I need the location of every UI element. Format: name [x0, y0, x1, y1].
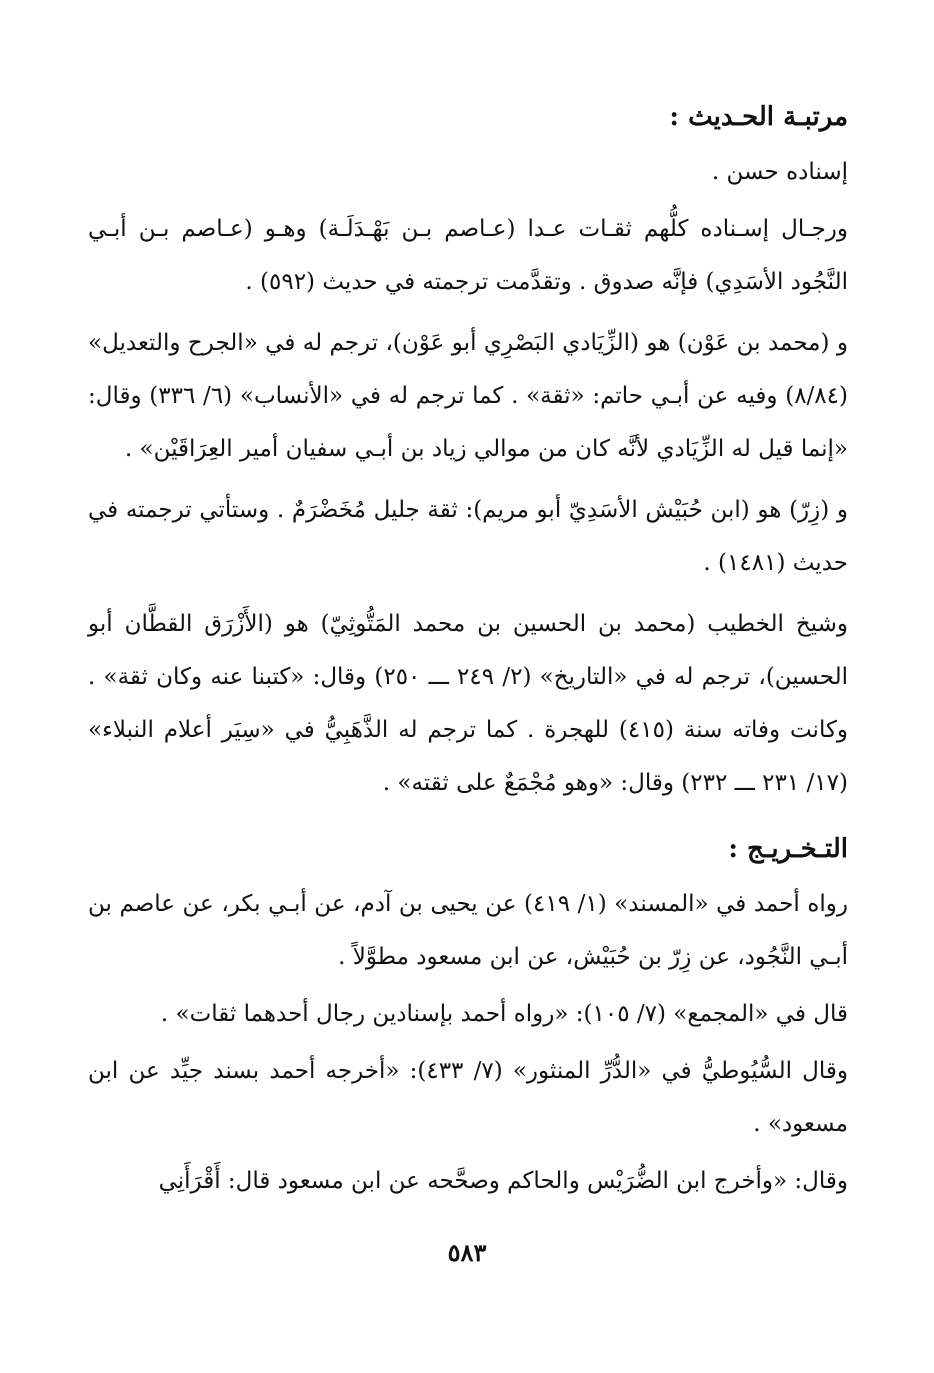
narrator-paragraph: و (زِرّ) هو (ابن حُبَيْش الأسَدِيّ أبو مريم): ثقة جليل مُخَضْرَمٌ . وستأتي ترجمته في حديث (١٤٨١) . [88, 497, 848, 576]
narrator-paragraph: و (محمد بن عَوْن) هو (الزِّيَادي البَصْرِي أبو عَوْن)، ترجم له في «الجرح والتعديل» (٨/٨٤) وفيه عن أبـي حاتم: «ثقة» . كما ترجم له في «الأنساب» (٦/ ٣٣٦) وقال: «إنما قيل له الزِّيَادي لأنَّه كان من موالي زياد بن أبـي سفيان أمير العِرَاقَيْن» . [88, 330, 848, 462]
rank-statement: إسناده حسن . [711, 159, 848, 185]
takhrij-paragraph: رواه أحمد في «المسند» (١/ ٤١٩) عن يحيى بن آدم، عن أبـي بكر، عن عاصم بن أبـي النَّجُود، عن زِرّ بن حُبَيْش، عن ابن مسعود مطوَّلاً . [88, 891, 849, 970]
narrator-paragraph: ورجـال إسـناده كلُّهم ثقـات عـدا (عـاصم بـن بَهْـدَلَـة) وهـو (عـاصم بـن أبـي النَّجُود الأسَدِي) فإنَّه صدوق . وتقدَّمت ترجمته في حديث (٥٩٢) . [88, 216, 848, 295]
takhrij-paragraph: وقال السُّيُوطيُّ في «الدُّرِّ المنثور» (٧/ ٤٣٣): «أخرجه أحمد بسند جيِّد عن ابن مسعود» . [88, 1058, 848, 1137]
heading-takhrij: التـخـريـج : [728, 834, 848, 864]
heading-hadith-rank: مرتبـة الحـديث : [669, 102, 848, 132]
page-number: ٥٨٣ [447, 1238, 487, 1267]
takhrij-paragraph: وقال: «وأخرج ابن الضُّرَيْس والحاكم وصحَّحه عن ابن مسعود قال: أَقْرَأَنِي [158, 1168, 848, 1194]
takhrij-paragraph: قال في «المجمع» (٧/ ١٠٥): «رواه أحمد بإسنادين رجال أحدهما ثقات» . [160, 1001, 848, 1027]
narrator-paragraph: وشيخ الخطيب (محمد بن الحسين بن محمد المَتُّوثِيّ) هو (الأَزْرَق القطَّان أبو الحسين)، ترجم له في «التاريخ» (٢/ ٢٤٩ ـــ ٢٥٠) وقال: «كتبنا عنه وكان ثقة» . وكانت وفاته سنة (٤١٥) للهجرة . كما ترجم له الذَّهَبِيُّ في «سِيَر أعلام النبلاء» (١٧/ ٢٣١ ـــ ٢٣٢) وقال: «وهو مُجْمَعٌ على ثقته» . [88, 611, 849, 796]
page-body [88, 92, 848, 1212]
